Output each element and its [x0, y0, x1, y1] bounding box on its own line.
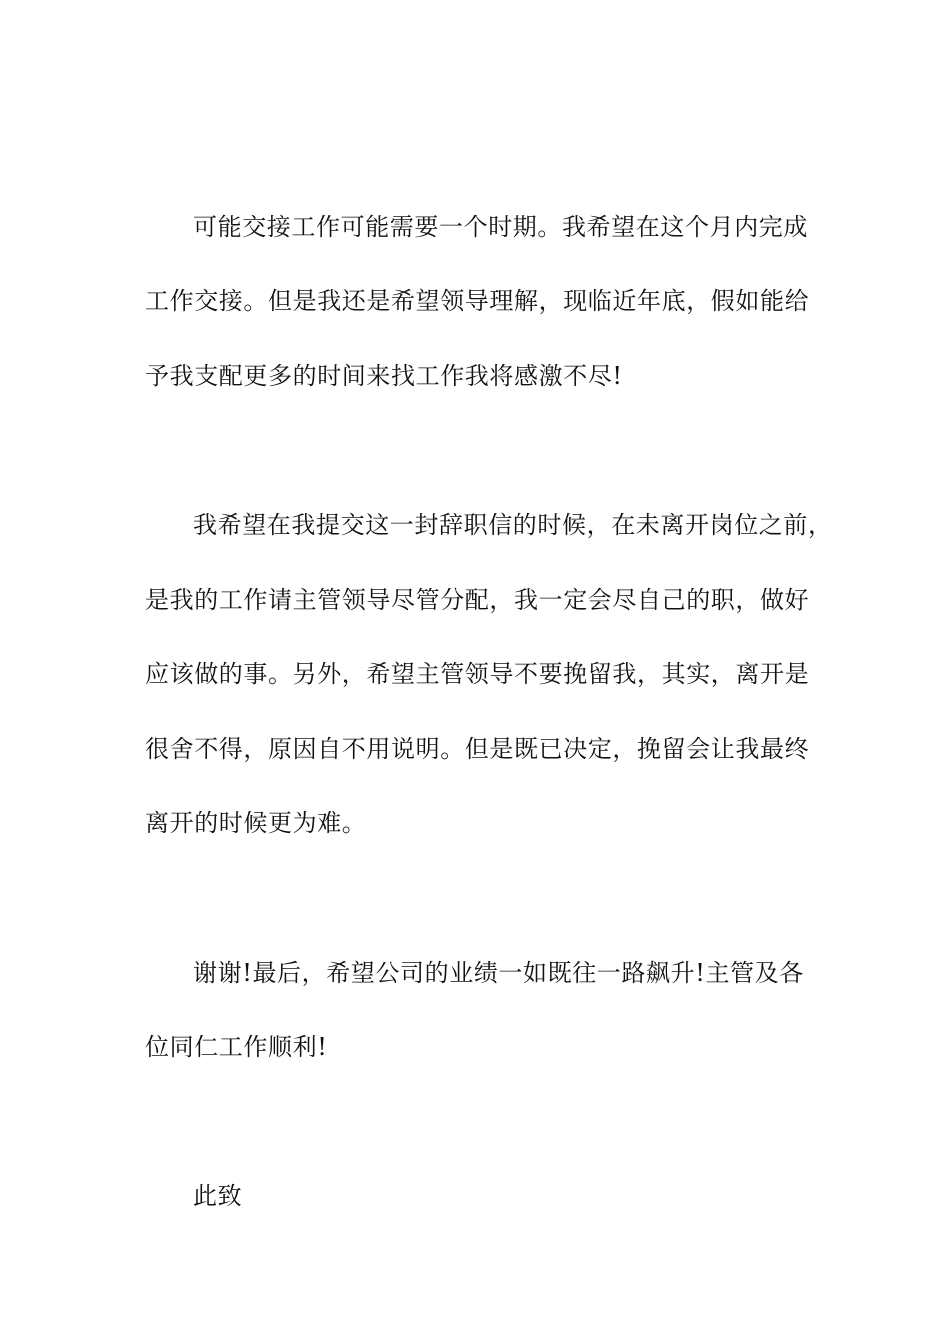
paragraph-3-line-2: 位同仁工作顺利!: [145, 1033, 328, 1061]
paragraph-1-line-1: 可能交接工作可能需要一个时期。我希望在这个月内完成: [193, 213, 808, 241]
paragraph-2-line-3: 应该做的事。另外，希望主管领导不要挽留我，其实，离开是: [145, 660, 810, 688]
closing-salutation: 此致: [193, 1182, 243, 1210]
paragraph-2-line-4: 很舍不得，原因自不用说明。但是既已决定，挽留会让我最终: [145, 735, 810, 763]
paragraph-1-line-2: 工作交接。但是我还是希望领导理解，现临近年底，假如能给: [145, 287, 810, 315]
paragraph-2-line-5: 离开的时候更为难。: [145, 809, 367, 837]
paragraph-1-line-3: 予我支配更多的时间来找工作我将感激不尽!: [145, 362, 623, 390]
paragraph-2-line-2: 是我的工作请主管领导尽管分配，我一定会尽自己的职，做好: [145, 586, 810, 614]
paragraph-3-line-1: 谢谢!最后，希望公司的业绩一如既往一路飙升!主管及各: [193, 959, 804, 987]
paragraph-2-line-1: 我希望在我提交这一封辞职信的时候，在未离开岗位之前，: [193, 511, 833, 539]
